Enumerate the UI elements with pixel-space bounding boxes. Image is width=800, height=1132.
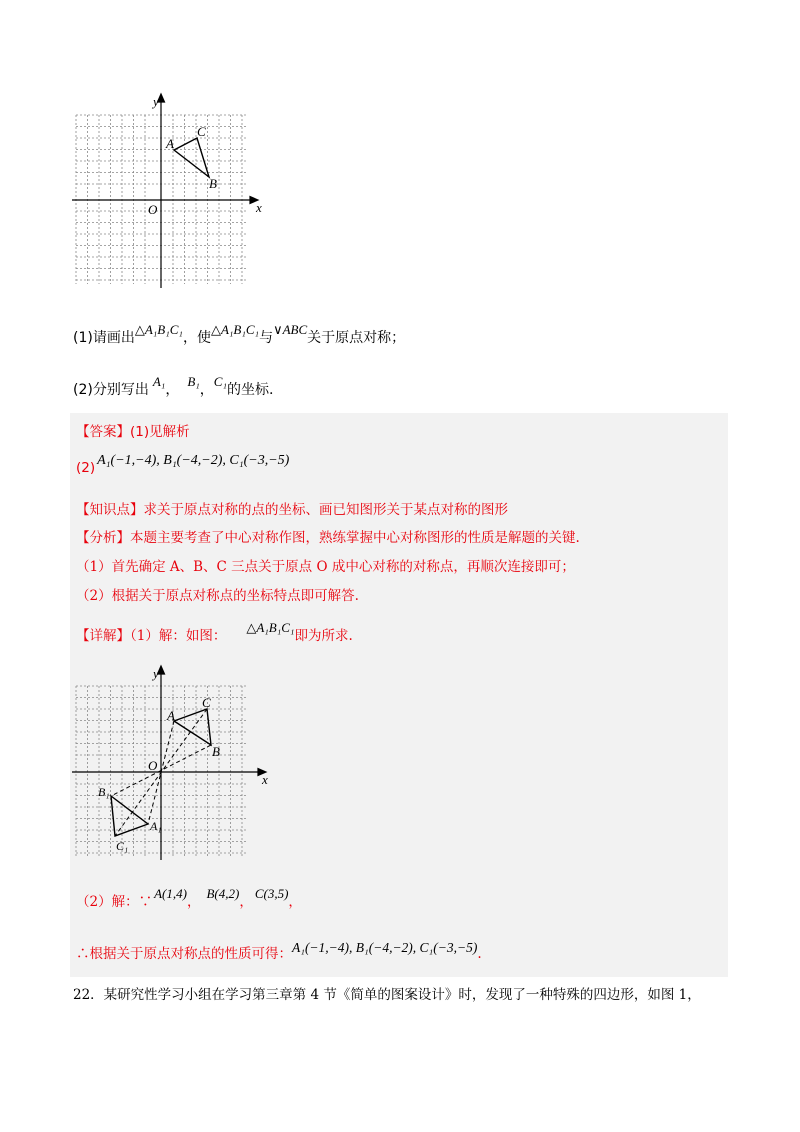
point-a-label: A [166, 136, 174, 151]
next-question: 22．某研究性学习小组在学习第三章第 4 节《简单的图案设计》时，发现了一种特殊的四边形，如图 1， [73, 987, 701, 1003]
conclusion-end: . [477, 946, 482, 962]
point-c-label: C [197, 124, 206, 139]
q1-triangle-2: △A₁B₁C₁ [210, 322, 260, 337]
coordinate-figure-2 [70, 664, 280, 864]
q2-sep1: ， [165, 382, 180, 398]
answer-2-prefix: (2) [76, 460, 96, 476]
detail-math: △A₁B₁C₁ [246, 620, 295, 635]
answer-1: (1)见解析 [130, 424, 190, 440]
q1-prefix: (1)请画出 [73, 330, 135, 346]
q1-triangle: △A₁B₁C₁ [134, 322, 183, 337]
point-a1-label: A₁ [150, 819, 162, 833]
origin-label-2: O [148, 758, 158, 773]
question-part-2 [73, 374, 274, 400]
knowledge-text: 求关于原点对称的点的坐标、画已知图形关于某点对称的图形 [143, 502, 508, 518]
knowledge-tag: 【知识点】 [76, 502, 144, 518]
coordinate-figure-1 [70, 92, 270, 292]
x-axis-label-2: x [262, 772, 268, 787]
q2-sep2: ， [199, 382, 214, 398]
part2-prefix: （2）解：∵ [76, 894, 153, 910]
question-part-1 [73, 322, 406, 348]
point-b1-label: B₁ [98, 785, 110, 799]
point-c-label-2: C [202, 695, 211, 710]
answer-tag: 【答案】 [76, 424, 130, 440]
y-axis-label-2: y [153, 666, 159, 681]
y-axis-label: y [153, 94, 159, 109]
knowledge-line [76, 500, 508, 520]
point-c1-label: C₁ [116, 839, 129, 853]
answer-line [76, 422, 190, 442]
part2-sep2: ， [239, 894, 253, 910]
part2-sep3: ， [288, 894, 302, 910]
q2-c1: C₁ [213, 374, 227, 389]
coordinate-grid-2 [70, 664, 280, 864]
origin-label: O [148, 202, 158, 217]
x-axis-label: x [256, 200, 262, 215]
part2-b: B(4,2) [206, 886, 240, 901]
analysis-tag: 【分析】 [76, 530, 130, 546]
q1-and: 与 [259, 330, 274, 346]
detail-tag: 【详解】 [76, 628, 130, 644]
analysis-line [76, 528, 580, 548]
conclusion-prefix: ∴根据关于原点对称点的性质可得： [76, 946, 292, 962]
point-a-label-2: A [167, 708, 175, 723]
q1-mid: ，使 [182, 330, 211, 346]
detail-line [76, 620, 353, 646]
step-1-line: （1）首先确定 A、B、C 三点关于原点 O 成中心对称的对称点，再顺次连接即可； [76, 559, 575, 575]
point-b-label: B [209, 176, 217, 191]
answer-2-line [76, 450, 290, 476]
detail-suffix: 即为所求. [294, 628, 353, 644]
q2-b1: B₁ [187, 374, 200, 389]
part-2-line [76, 886, 302, 912]
q2-suffix: 的坐标. [226, 382, 274, 398]
coordinate-grid-1 [70, 92, 270, 292]
triangle-abc-2 [174, 709, 211, 745]
point-b-label-2: B [212, 744, 220, 759]
analysis-text: 本题主要考查了中心对称作图，熟练掌握中心对称图形的性质是解题的关键. [130, 530, 580, 546]
q1-suffix: 关于原点对称； [307, 330, 406, 346]
q2-prefix: (2)分别写出 [73, 382, 149, 398]
conclusion-math: A₁(−1,−4), B₁(−4,−2), C₁(−3,−5) [292, 940, 478, 955]
detail-text: （1）解：如图： [130, 628, 227, 644]
step-2-line: （2）根据关于原点对称点的坐标特点即可解答. [76, 588, 359, 604]
answer-2-math: A₁(−1,−4), B₁(−4,−2), C₁(−3,−5) [97, 453, 290, 468]
triangle-abc [174, 138, 209, 177]
part2-sep1: ， [186, 894, 201, 910]
part2-a: A(1,4) [154, 886, 187, 901]
conclusion-line [76, 940, 482, 964]
part2-c: C(3,5) [254, 886, 289, 901]
q2-a1: A₁ [152, 374, 166, 389]
q1-abc: ∨ABC [273, 322, 308, 337]
